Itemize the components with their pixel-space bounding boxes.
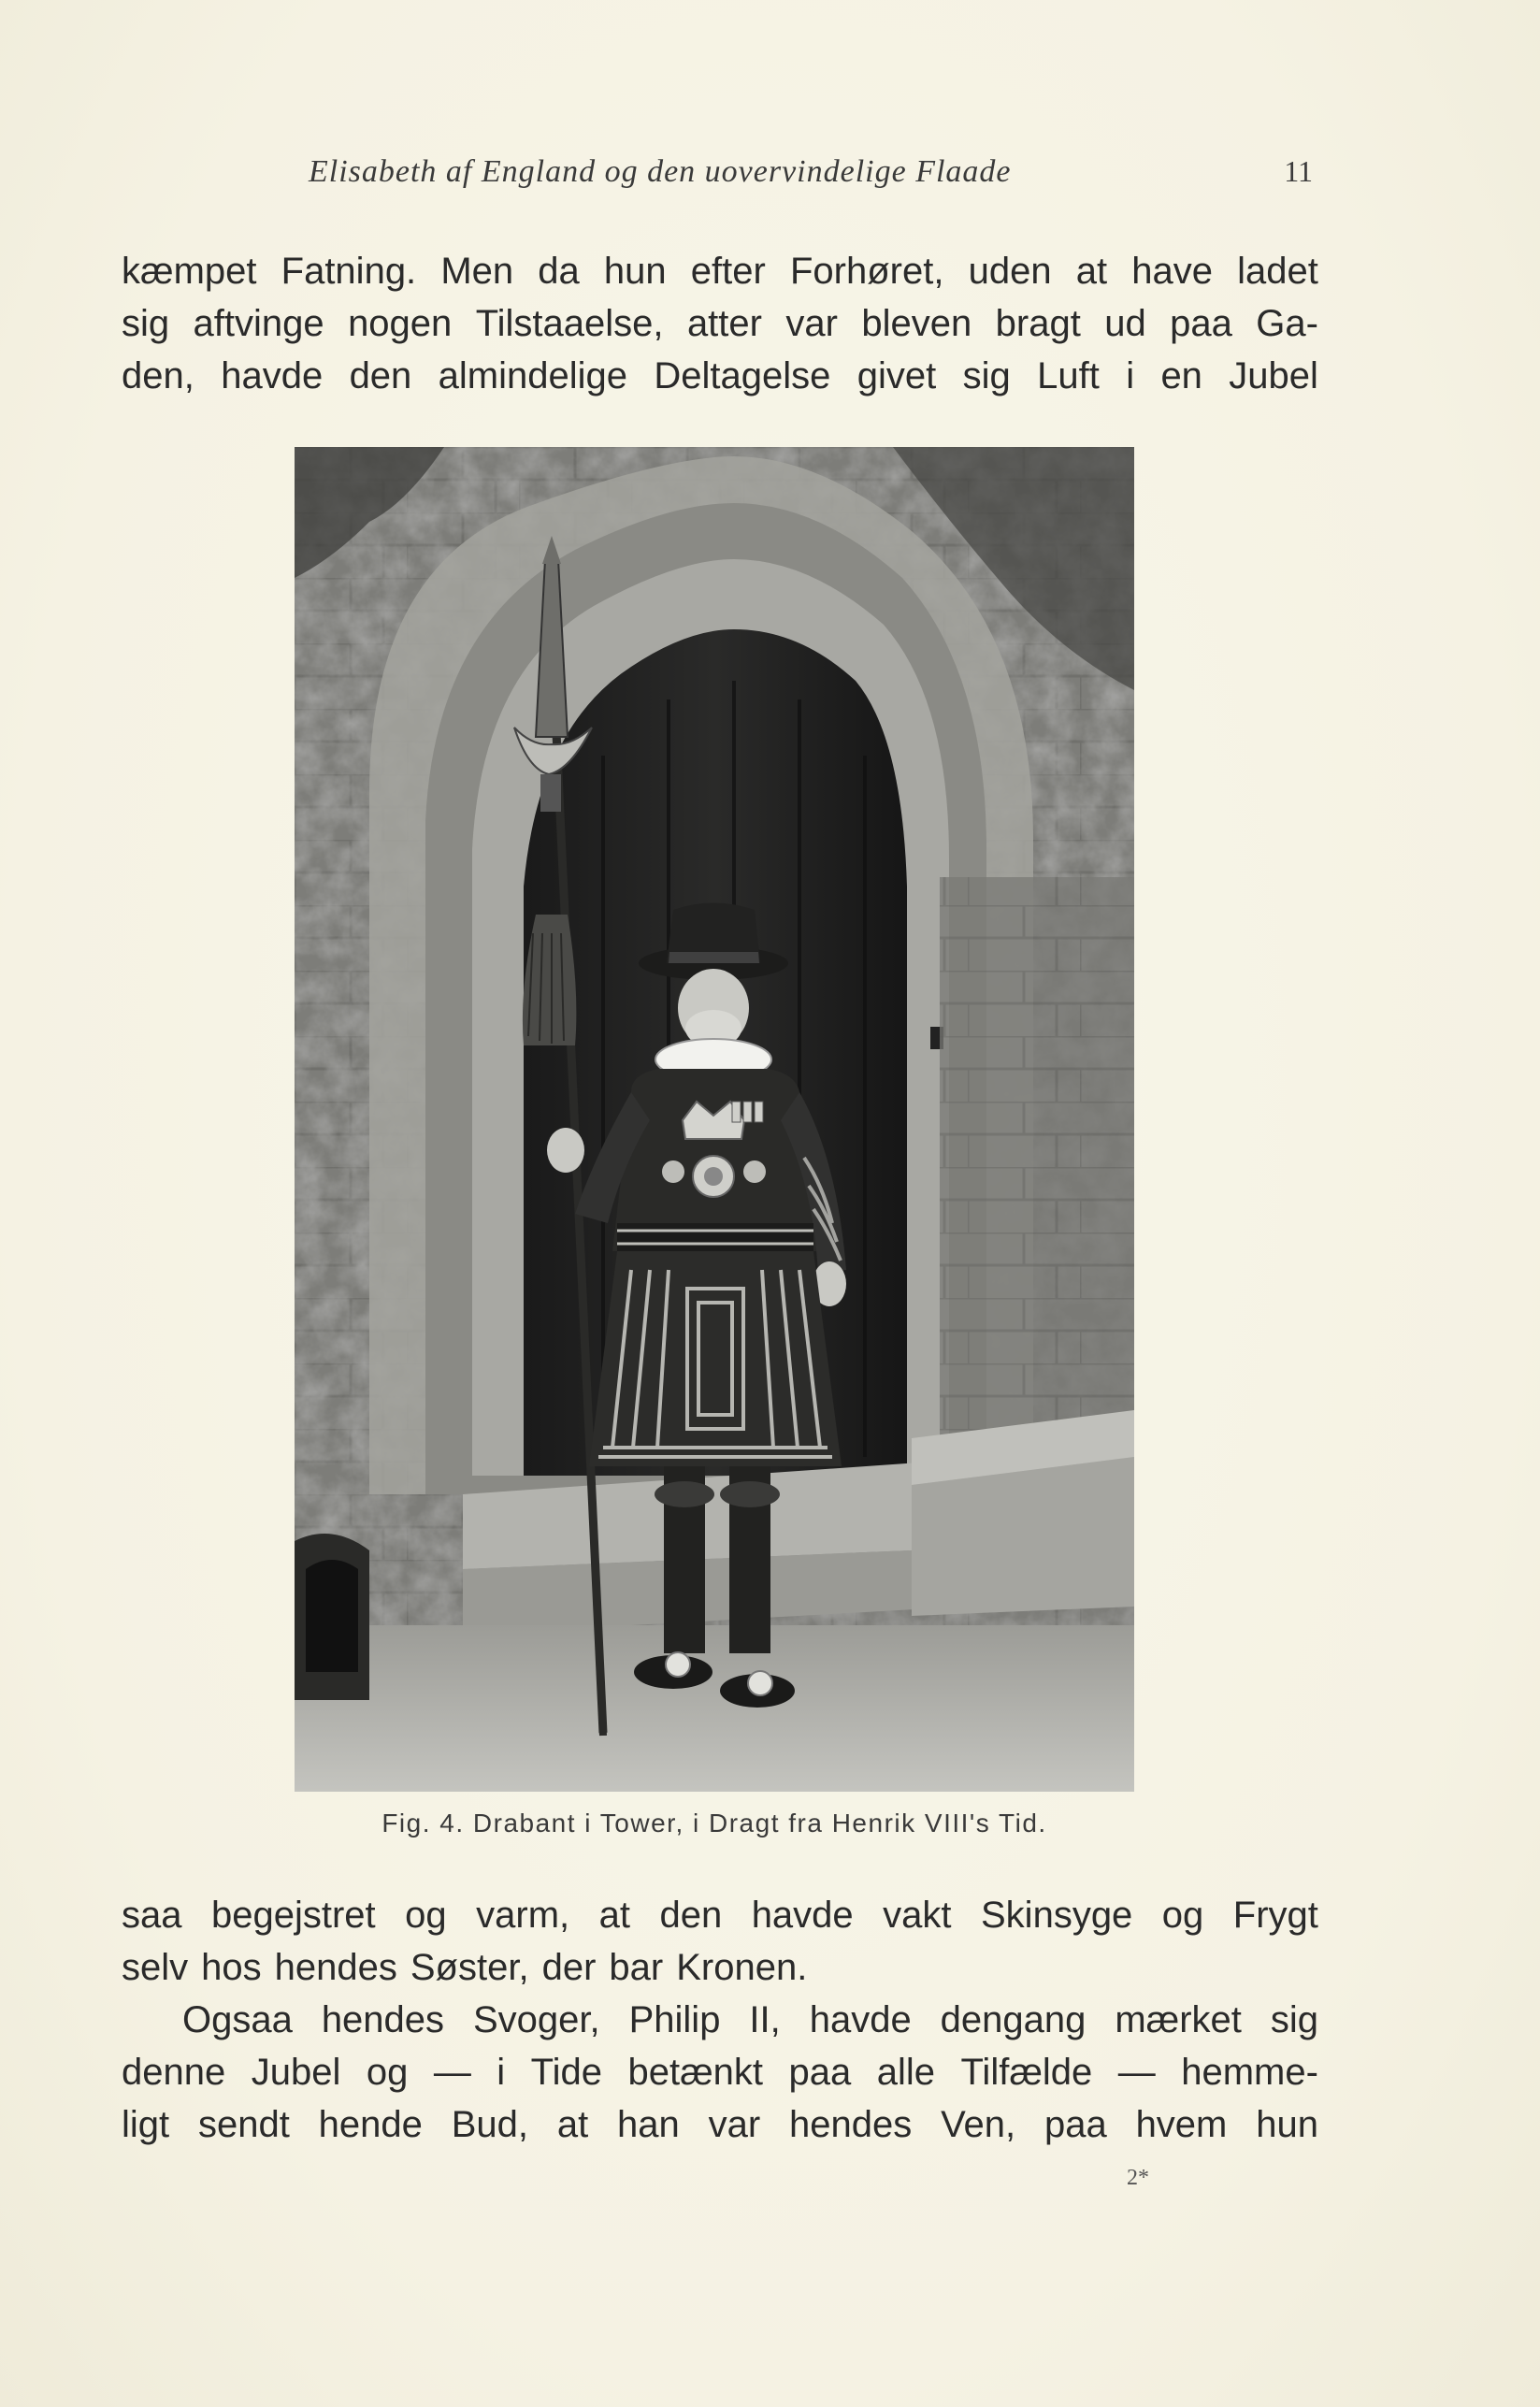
word: havde (809, 1999, 912, 2040)
paragraph-bottom (122, 1889, 1318, 2151)
word: Ven, (941, 2104, 1016, 2145)
word: at (556, 2104, 589, 2145)
word: Bud, (451, 2104, 529, 2145)
word: Frygt (1232, 1895, 1318, 1936)
word: vakt (883, 1895, 952, 1936)
word: — (1117, 2052, 1156, 2093)
word: sig (962, 355, 1011, 396)
word: almindelige (438, 355, 628, 396)
word: kæmpet (122, 251, 257, 292)
word: betænkt (627, 2052, 764, 2093)
word: Deltagelse (654, 355, 831, 396)
word: sig (1270, 1999, 1318, 2040)
text-line (122, 1941, 1318, 1994)
word: Fatning. (281, 251, 417, 292)
word: hendes (274, 1947, 397, 1988)
word: atter (686, 303, 762, 344)
word: nogen (348, 303, 453, 344)
word: Ogsaa (182, 1999, 293, 2040)
word: have (1131, 251, 1213, 292)
word: uden (968, 251, 1052, 292)
text-line (122, 2046, 1318, 2098)
word: hun (1256, 2104, 1318, 2145)
word: ud (1104, 303, 1146, 344)
word: hun (603, 251, 667, 292)
word: i (497, 2052, 506, 2093)
word: aftvinge (193, 303, 324, 344)
word: paa (1043, 2104, 1107, 2145)
word: den (659, 1895, 723, 1936)
word: efter (690, 251, 766, 292)
word: hendes (789, 2104, 913, 2145)
word: hos (201, 1947, 262, 1988)
text-line (122, 350, 1318, 402)
word: mærket (1115, 1999, 1242, 2040)
word: Tilstaaelse, (475, 303, 664, 344)
word: hvem (1135, 2104, 1228, 2145)
word: hemme- (1181, 2052, 1318, 2093)
word: da (538, 251, 580, 292)
word: havde (751, 1895, 854, 1936)
text-line (122, 2098, 1318, 2151)
running-title: Elisabeth af England og den uovervindelige Flaade (309, 154, 1012, 189)
word: at (598, 1895, 630, 1936)
text-line (122, 297, 1318, 350)
word: sendt (197, 2104, 290, 2145)
word: at (1075, 251, 1108, 292)
word: Skinsyge (981, 1895, 1133, 1936)
word: — (433, 2052, 471, 2093)
word: Philip (628, 1999, 721, 2040)
word: selv (122, 1947, 189, 1988)
word: II, (749, 1999, 781, 2040)
word: Tide (530, 2052, 602, 2093)
word: bar (609, 1947, 664, 1988)
figure-caption: Fig. 4. Drabant i Tower, i Dragt fra Henrik VIII's Tid. (381, 1809, 1047, 1838)
word: Søster, (410, 1947, 529, 1988)
word: bleven (861, 303, 972, 344)
word: i (1126, 355, 1135, 396)
word: og (1161, 1895, 1204, 1936)
word: og (366, 2052, 409, 2093)
word: denne (122, 2052, 226, 2093)
page-number: 11 (1284, 154, 1313, 188)
word: dengang (940, 1999, 1087, 2040)
text-line (122, 245, 1318, 297)
word: Men (440, 251, 514, 292)
word: den (349, 355, 412, 396)
word: sig (122, 303, 170, 344)
word: der (541, 1947, 597, 1988)
word: Jubel (251, 2052, 341, 2093)
yeoman-warder-photograph (295, 447, 1134, 1792)
word: Jubel (1229, 355, 1318, 396)
word: bragt (995, 303, 1081, 344)
text-line (122, 1889, 1318, 1941)
word: ligt (122, 2104, 170, 2145)
word: givet (856, 355, 937, 396)
word: havde (221, 355, 324, 396)
word: var (708, 2104, 761, 2145)
word: paa (1170, 303, 1232, 344)
word: var (785, 303, 838, 344)
word: Tilfælde (960, 2052, 1093, 2093)
word: han (617, 2104, 680, 2145)
word: den, (122, 355, 194, 396)
word: ladet (1237, 251, 1318, 292)
word: Svoger, (473, 1999, 600, 2040)
word: begejstret (210, 1895, 376, 1936)
word: hendes (321, 1999, 445, 2040)
word: Luft (1037, 355, 1100, 396)
text-line (122, 1994, 1318, 2046)
running-head (281, 154, 1318, 201)
word: og (405, 1895, 447, 1936)
word: varm, (476, 1895, 570, 1936)
word: Forhøret, (789, 251, 944, 292)
signature-mark: 2* (1127, 2166, 1149, 2190)
paragraph-top (122, 245, 1318, 402)
word: en (1160, 355, 1202, 396)
word: Kronen. (676, 1947, 808, 1988)
word: saa (122, 1895, 182, 1936)
word: alle (876, 2052, 935, 2093)
word: hende (318, 2104, 423, 2145)
word: Ga- (1256, 303, 1318, 344)
word: paa (788, 2052, 852, 2093)
